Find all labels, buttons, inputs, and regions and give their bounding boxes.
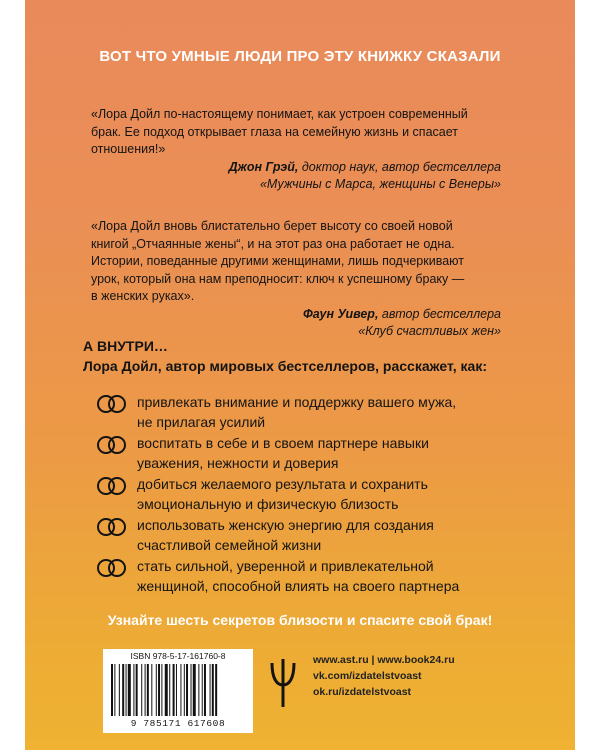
barcode-bar	[111, 664, 113, 716]
barcode-bar	[169, 664, 170, 716]
barcode-icon	[109, 664, 247, 716]
list-item-line: эмоциональную и физическую близость	[137, 496, 399, 512]
quote-line: в женских руках».	[91, 289, 195, 303]
isbn-label: ISBN 978-5-17-161760-8	[130, 651, 226, 661]
book-back-cover	[25, 0, 575, 750]
list-item-text	[137, 433, 517, 473]
barcode-bar	[184, 664, 185, 716]
barcode-bar	[141, 664, 142, 716]
quote-line: «Лора Дойл вновь блистательно берет высоту со своей новой	[91, 219, 453, 233]
list-item-line: счастливой семейной жизни	[137, 537, 322, 553]
benefits-list	[95, 392, 515, 597]
barcode-bar	[126, 664, 127, 716]
isbn-barcode-block	[103, 649, 253, 733]
barcode-bar	[136, 664, 138, 716]
list-item	[95, 392, 515, 432]
barcode-bar	[119, 664, 120, 716]
inside-label: А ВНУТРИ…	[83, 338, 168, 354]
quote-author-role: автор бестселлера	[381, 306, 501, 321]
review-quote-1	[91, 106, 501, 194]
quote-line: «Лора Дойл по-настоящему понимает, как устроен современный	[91, 107, 468, 121]
list-item	[95, 556, 515, 596]
list-item	[95, 433, 515, 473]
rings-icon	[95, 476, 129, 496]
psi-logo-icon	[269, 655, 297, 709]
quote-book-title: «Мужчины с Марса, женщины с Венеры»	[259, 177, 501, 191]
quote-line: книгой „Отчаянные жены“, и на этот раз она работает не одна.	[91, 236, 455, 251]
quote-author-role: доктор наук, автор бестселлера	[301, 159, 501, 174]
list-item	[95, 474, 515, 514]
list-item-line: женщиной, способной влиять на своего партнера	[137, 578, 460, 594]
barcode-bar	[186, 664, 188, 716]
barcode-bar	[193, 664, 196, 716]
barcode-bar	[156, 664, 157, 716]
barcode-bar	[191, 664, 192, 716]
barcode-bar	[128, 664, 131, 716]
barcode-bar	[114, 664, 115, 716]
page-heading: ВОТ ЧТО УМНЫЕ ЛЮДИ ПРО ЭТУ КНИЖКУ СКАЗАЛИ	[99, 48, 501, 65]
quote-line: урок, который она нам преподносит: ключ к успешному браку —	[91, 271, 465, 286]
barcode-digits: 9 785171 617608	[130, 718, 226, 729]
barcode-bar	[147, 664, 149, 716]
quote-author: Фаун Уивер,	[302, 306, 379, 321]
review-quote-2	[91, 218, 501, 341]
list-item-text	[137, 515, 517, 555]
inside-lead: Лора Дойл, автор мировых бестселлеров, расскажет, как:	[83, 358, 488, 374]
barcode-bar	[212, 664, 214, 716]
quote-attribution	[91, 306, 501, 324]
quote-line: Истории, поведанные другими женщинами, лишь подчеркивают	[91, 254, 464, 268]
publisher-link[interactable]: ok.ru/izdatelstvoast	[313, 686, 412, 698]
list-item-line: воспитать в себе и в своем партнере навыки	[137, 435, 429, 451]
rings-icon	[95, 394, 129, 414]
call-to-action: Узнайте шесть секретов близости и спасите свой брак!	[107, 612, 493, 628]
barcode-bar	[173, 664, 175, 716]
barcode-bar	[198, 664, 199, 716]
quote-line: брак. Ее подход открывает глаза на семейную жизнь и спасает	[91, 124, 458, 139]
barcode-bar	[145, 664, 146, 716]
barcode-bar	[180, 664, 181, 716]
publisher-link[interactable]: vk.com/izdatelstvoast	[313, 670, 422, 682]
quote-attribution	[91, 159, 501, 177]
publisher-link[interactable]: www.ast.ru | www.book24.ru	[313, 654, 455, 666]
barcode-bar	[210, 664, 211, 716]
list-item-line: стать сильной, уверенной и привлекательной	[137, 558, 434, 574]
barcode-bar	[158, 664, 160, 716]
quote-line: отношения!»	[91, 142, 166, 156]
quote-author: Джон Грэй,	[228, 159, 299, 174]
list-item-line: добиться желаемого результата и сохранить	[137, 476, 428, 492]
quote-book-title: «Клуб счастливых жен»	[358, 324, 501, 338]
list-item-text	[137, 474, 517, 514]
list-item-line: использовать женскую энергию для создания	[137, 517, 434, 533]
list-item-text	[137, 556, 517, 596]
barcode-bar	[161, 664, 162, 716]
barcode-bar	[204, 664, 206, 716]
barcode-bar	[165, 664, 168, 716]
list-item-line: привлекать внимание и поддержку вашего мужа,	[137, 394, 457, 410]
barcode-bar	[176, 664, 177, 716]
barcode-bar	[215, 664, 217, 716]
rings-icon	[95, 517, 129, 537]
publisher-links	[313, 652, 455, 700]
list-item-line: не прилагая усилий	[137, 414, 266, 430]
barcode-bar	[202, 664, 203, 716]
quote-book	[91, 176, 501, 194]
list-item-text	[137, 392, 517, 432]
barcode-bar	[133, 664, 134, 716]
list-item	[95, 515, 515, 555]
rings-icon	[95, 558, 129, 578]
rings-icon	[95, 435, 129, 455]
barcode-bar	[151, 664, 152, 716]
barcode-bar	[122, 664, 124, 716]
list-item-line: уважения, нежности и доверия	[137, 455, 339, 471]
